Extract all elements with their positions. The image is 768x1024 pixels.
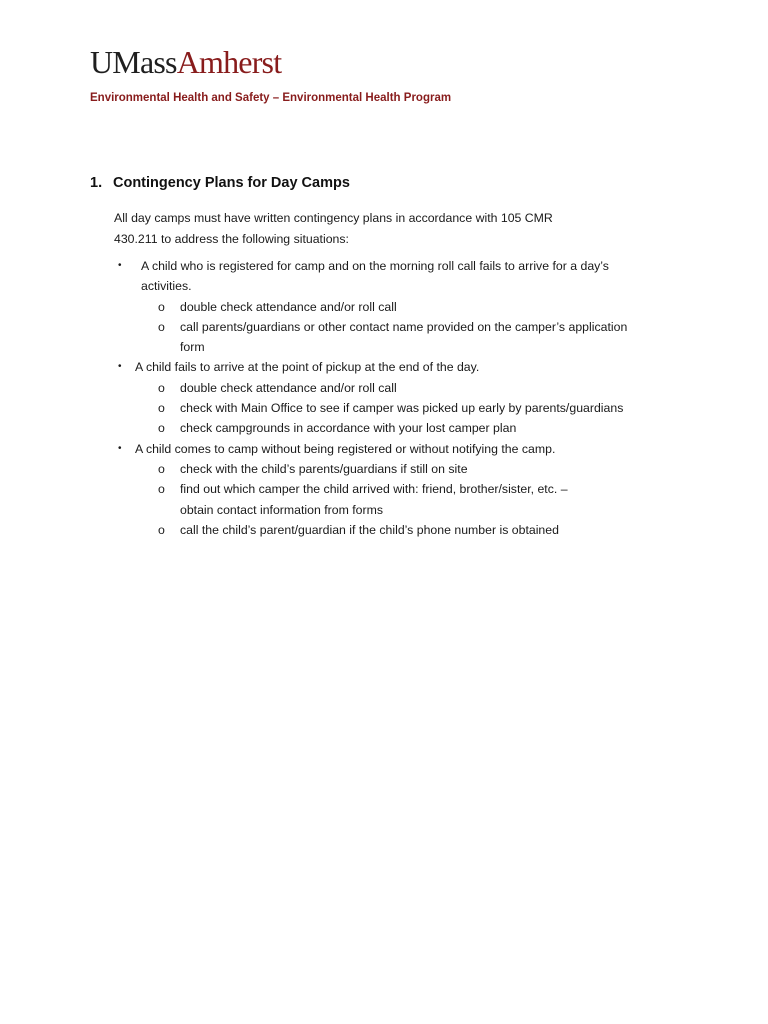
- sub-item: [0, 418, 768, 438]
- sub-item-text: double check attendance and/or roll call: [180, 380, 397, 395]
- sub-item-text: check with Main Office to see if camper was picked up early by parents/guardians: [180, 401, 624, 416]
- sub-item: [0, 297, 768, 317]
- sub-item: [0, 317, 768, 358]
- intro-line: 430.211 to address the following situations:: [114, 232, 349, 246]
- sub-item: [0, 520, 768, 540]
- umass-amherst-logo: [90, 42, 281, 82]
- sub-item-text: form: [180, 340, 205, 355]
- sub-item: [0, 479, 768, 520]
- circle-bullet-icon: o: [158, 522, 165, 537]
- circle-bullet-icon: o: [158, 482, 165, 497]
- sub-item-text: double check attendance and/or roll call: [180, 299, 397, 314]
- sub-item: [0, 398, 768, 418]
- circle-bullet-icon: o: [158, 319, 165, 334]
- bullet-item: [0, 439, 768, 459]
- situations-list: [0, 256, 768, 540]
- section-title: [90, 175, 350, 191]
- bullet-text: A child who is registered for camp and on the morning roll call fails to arrive for a day’s: [141, 259, 609, 273]
- circle-bullet-icon: o: [158, 299, 165, 314]
- sub-item-text: obtain contact information from forms: [180, 502, 383, 517]
- logo-amherst-text: Amherst: [176, 44, 282, 80]
- bullet-item: [0, 357, 768, 377]
- sub-item-text: find out which camper the child arrived with: friend, brother/sister, etc. –: [180, 482, 568, 497]
- section-number: 1.: [90, 175, 103, 191]
- logo-umass-text: UMass: [90, 44, 177, 80]
- sub-item-text: call the child’s parent/guardian if the child’s phone number is obtained: [180, 522, 559, 537]
- sub-item: [0, 378, 768, 398]
- bullet-icon: •: [118, 442, 122, 454]
- sub-item: [0, 459, 768, 479]
- sub-item-text: check campgrounds in accordance with your lost camper plan: [180, 421, 517, 436]
- section-title-text: Contingency Plans for Day Camps: [113, 175, 350, 191]
- bullet-text: A child comes to camp without being registered or without notifying the camp.: [135, 441, 556, 456]
- circle-bullet-icon: o: [158, 401, 165, 416]
- circle-bullet-icon: o: [158, 421, 165, 436]
- intro-line: All day camps must have written contingency plans in accordance with 105 CMR: [114, 211, 553, 225]
- circle-bullet-icon: o: [158, 380, 165, 395]
- sub-item-text: call parents/guardians or other contact name provided on the camper’s application: [180, 319, 628, 334]
- department-subheader: Environmental Health and Safety – Environmental Health Program: [90, 92, 452, 104]
- bullet-item: [0, 256, 768, 297]
- bullet-text: A child fails to arrive at the point of pickup at the end of the day.: [135, 360, 480, 375]
- bullet-icon: •: [118, 260, 122, 271]
- intro-paragraph: [114, 208, 584, 250]
- sub-item-text: check with the child’s parents/guardians if still on site: [180, 461, 468, 476]
- bullet-icon: •: [118, 361, 122, 373]
- circle-bullet-icon: o: [158, 461, 165, 476]
- bullet-text: activities.: [141, 279, 192, 294]
